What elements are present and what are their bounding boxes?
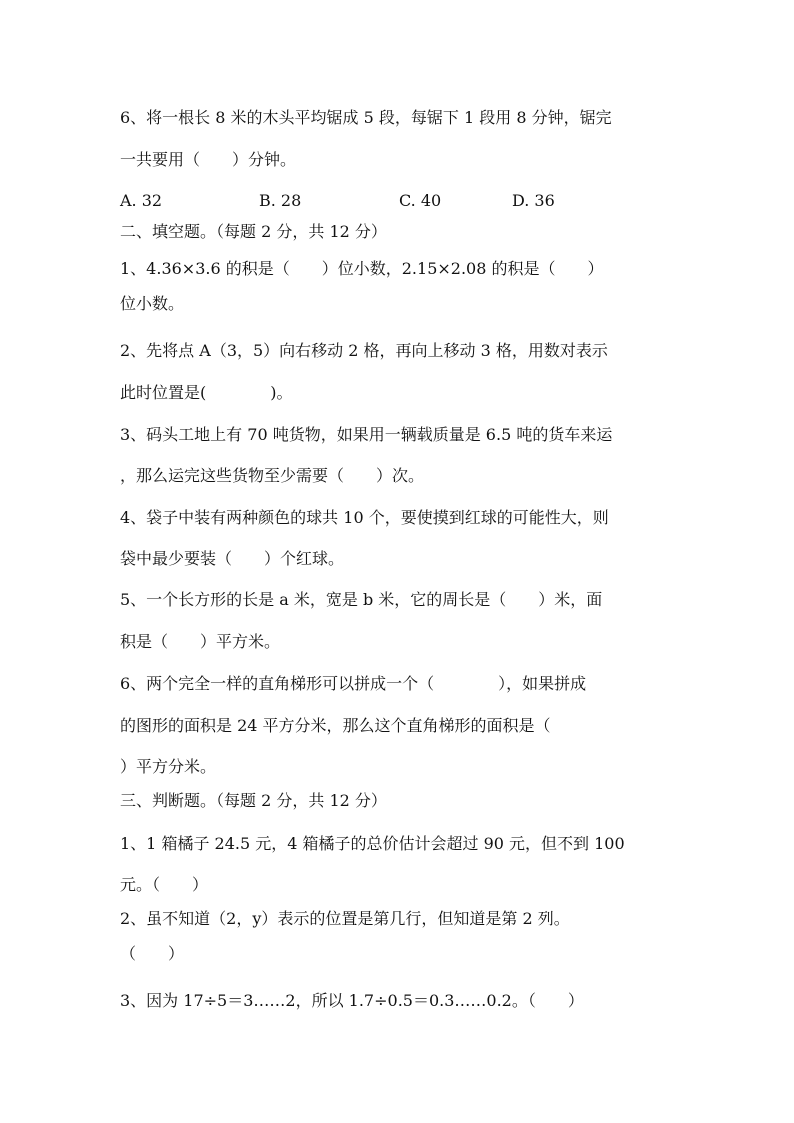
- fill-q5-line1: 5、一个长方形的长是 a 米，宽是 b 米，它的周长是（ ）米，面: [120, 590, 603, 609]
- judge-q1-line1: 1、1 箱橘子 24.5 元，4 箱橘子的总价估计会超过 90 元，但不到 100: [120, 834, 625, 853]
- fill-q4-line1: 4、袋子中装有两种颜色的球共 10 个，要使摸到红球的可能性大，则: [120, 508, 609, 527]
- judge-q3-line1: 3、因为 17÷5＝3……2，所以 1.7÷0.5＝0.3……0.2。（ ）: [120, 991, 584, 1010]
- judge-q2-line2: （ ）: [120, 944, 185, 963]
- judge-q2-line1: 2、虽不知道（2，y）表示的位置是第几行，但知道是第 2 列。: [120, 909, 570, 928]
- option-c: C. 40: [399, 191, 442, 210]
- fill-q1-line1: 1、4.36×3.6 的积是（ ）位小数，2.15×2.08 的积是（ ）: [120, 259, 604, 278]
- judge-section-heading: 三、判断题。（每题 2 分，共 12 分）: [120, 791, 387, 810]
- fill-q2-line1: 2、先将点 A（3，5）向右移动 2 格，再向上移动 3 格，用数对表示: [120, 341, 608, 360]
- fill-section-heading: 二、填空题。（每题 2 分，共 12 分）: [120, 222, 387, 241]
- fill-q5-line2: 积是（ ）平方米。: [120, 632, 281, 651]
- fill-q6-line1: 6、两个完全一样的直角梯形可以拼成一个（ ），如果拼成: [120, 674, 587, 693]
- fill-q4-line2: 袋中最少要装（ ）个红球。: [120, 549, 345, 568]
- fill-q6-line2: 的图形的面积是 24 平方分米，那么这个直角梯形的面积是（: [120, 716, 551, 735]
- fill-q6-line3: ）平方分米。: [120, 757, 217, 776]
- fill-q2-line2: 此时位置是( )。: [120, 383, 293, 402]
- option-d: D. 36: [512, 191, 555, 210]
- judge-q1-line2: 元。（ ）: [120, 875, 209, 894]
- option-b: B. 28: [259, 191, 302, 210]
- fill-q3-line2: ，那么运完这些货物至少需要（ ）次。: [120, 466, 425, 485]
- option-a: A. 32: [120, 191, 163, 210]
- mc-q6-line1: 6、将一根长 8 米的木头平均锯成 5 段，每锯下 1 段用 8 分钟，锯完: [120, 108, 612, 127]
- mc-q6-line2: 一共要用（ ）分钟。: [120, 150, 297, 169]
- fill-q3-line1: 3、码头工地上有 70 吨货物，如果用一辆载质量是 6.5 吨的货车来运: [120, 425, 613, 444]
- fill-q1-line2: 位小数。: [120, 294, 185, 313]
